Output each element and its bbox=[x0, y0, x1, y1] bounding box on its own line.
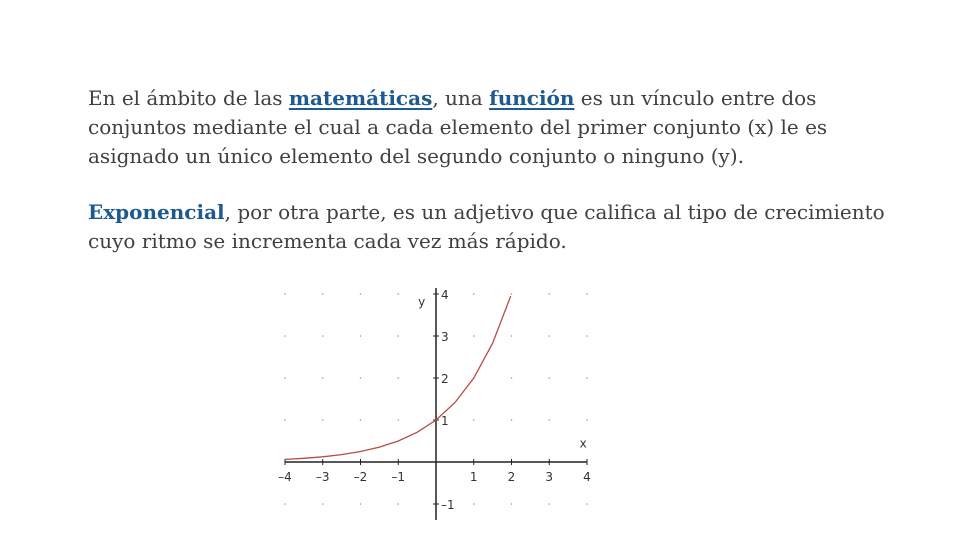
grid-dot bbox=[322, 335, 324, 337]
x-axis-label: x bbox=[579, 436, 587, 451]
definition-paragraph bbox=[88, 84, 888, 171]
para1-rest: es un vínculo entre dos conjuntos mediante el cual a cada elemento del primer conjunto (x) le es asignado un único elemento del segundo conjunto o ninguno (y). bbox=[88, 86, 828, 168]
x-tick-label: –1 bbox=[391, 470, 406, 484]
grid-dot bbox=[473, 335, 475, 337]
grid-dot bbox=[322, 419, 324, 421]
axis-ticks bbox=[278, 288, 591, 512]
grid-dot bbox=[284, 335, 286, 337]
grid-dot bbox=[322, 293, 324, 295]
grid-dot bbox=[511, 293, 513, 295]
grid-dot bbox=[284, 419, 286, 421]
x-tick-label: 4 bbox=[583, 470, 591, 484]
grid-dot bbox=[322, 377, 324, 379]
y-tick-label: 2 bbox=[441, 372, 449, 386]
para1-mid: , una bbox=[432, 86, 490, 110]
para2-rest: , por otra parte, es un adjetivo que califica al tipo de crecimiento cuyo ritmo se incrementa cada vez más rápido. bbox=[88, 200, 885, 253]
grid-dot bbox=[548, 293, 550, 295]
exponencial-keyword: Exponencial bbox=[88, 200, 225, 224]
grid-dot bbox=[284, 377, 286, 379]
exponential-graph bbox=[270, 282, 600, 522]
x-tick-label: –2 bbox=[353, 470, 368, 484]
grid-dot bbox=[548, 377, 550, 379]
grid-dot bbox=[473, 293, 475, 295]
grid-dot bbox=[360, 503, 362, 505]
y-tick-label: 1 bbox=[441, 414, 449, 428]
grid-dot bbox=[322, 503, 324, 505]
grid-dot bbox=[586, 377, 588, 379]
text-block bbox=[88, 84, 888, 256]
grid-dot bbox=[511, 419, 513, 421]
grid-dot bbox=[284, 293, 286, 295]
x-tick-label: –3 bbox=[315, 470, 330, 484]
grid-dot bbox=[548, 335, 550, 337]
y-tick-label: 3 bbox=[441, 330, 449, 344]
grid-dot bbox=[360, 419, 362, 421]
y-axis-label: y bbox=[418, 294, 426, 309]
funcion-link[interactable]: función bbox=[489, 86, 575, 110]
matematicas-link[interactable]: matemáticas bbox=[288, 86, 433, 110]
x-tick-label: –4 bbox=[278, 470, 292, 484]
grid-dot bbox=[586, 335, 588, 337]
grid-dot bbox=[360, 377, 362, 379]
grid-dot bbox=[473, 503, 475, 505]
grid-dot bbox=[360, 335, 362, 337]
grid-dot bbox=[548, 503, 550, 505]
grid-dot bbox=[586, 419, 588, 421]
grid-dot bbox=[511, 377, 513, 379]
grid-dot bbox=[511, 503, 513, 505]
exponential-paragraph bbox=[88, 198, 888, 256]
grid-dot bbox=[360, 293, 362, 295]
y-tick-label: 4 bbox=[441, 288, 449, 302]
grid-dot bbox=[397, 419, 399, 421]
y-tick-label: –1 bbox=[441, 498, 455, 512]
x-tick-label: 1 bbox=[469, 470, 478, 484]
grid-dot bbox=[548, 419, 550, 421]
grid-dot bbox=[284, 503, 286, 505]
grid-dot bbox=[586, 503, 588, 505]
grid-dot bbox=[397, 377, 399, 379]
grid-dot bbox=[397, 335, 399, 337]
x-tick-label: 2 bbox=[507, 470, 516, 484]
para1-intro: En el ámbito de las bbox=[88, 86, 289, 110]
grid-dot bbox=[397, 293, 399, 295]
x-tick-label: 3 bbox=[545, 470, 554, 484]
grid-dot bbox=[511, 335, 513, 337]
grid-dot bbox=[397, 503, 399, 505]
grid-dot bbox=[586, 293, 588, 295]
grid-dot bbox=[473, 419, 475, 421]
